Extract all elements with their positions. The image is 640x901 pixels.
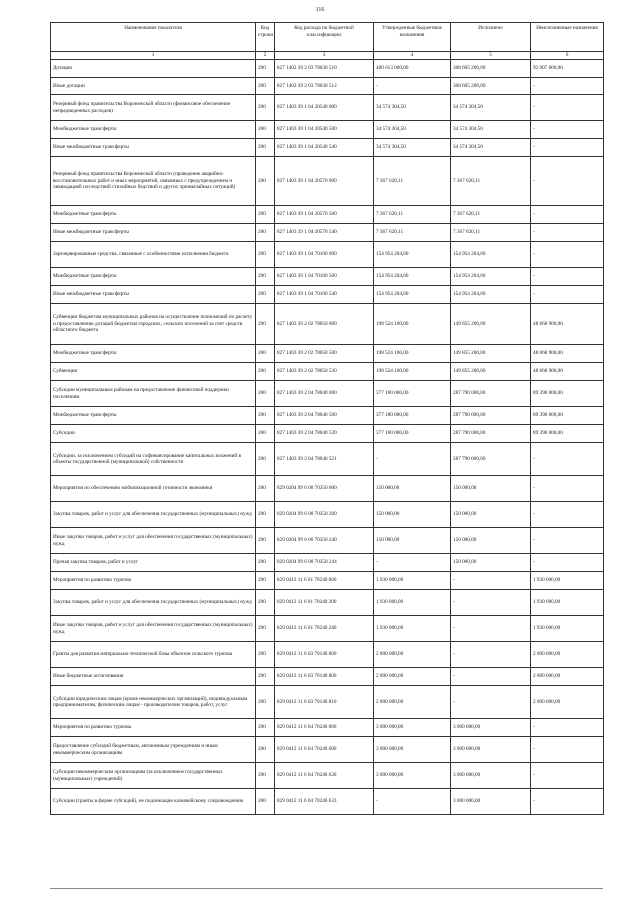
cell-line-code: 200	[256, 719, 275, 737]
cell-executed: -	[451, 642, 531, 668]
cell-executed: 287 790 000,00	[451, 443, 531, 476]
cell-executed: 287 790 000,00	[451, 407, 531, 425]
header-name: Наименование показателя	[51, 23, 256, 52]
cell-approved: 1 930 000,00	[374, 572, 451, 590]
cell-approved: -	[374, 789, 451, 815]
cell-approved: 34 574 304,50	[374, 121, 451, 139]
cell-line-code: 200	[256, 572, 275, 590]
cell-executed: 7 367 620,11	[451, 206, 531, 224]
cell-unexecuted: -	[531, 719, 604, 737]
cell-name: Предоставление субсидий бюджетным, автономным учреждениям и иным некоммерческим организациям	[51, 737, 256, 763]
cell-approved: 150 000,00	[374, 502, 451, 528]
cell-line-code: 200	[256, 642, 275, 668]
cell-name: Субсидии юридическим лицам (кроме некоммерческих организаций), индивидуальным предпринимателям, физическим лицам - производителям товаров, работ, услуг	[51, 686, 256, 719]
cell-unexecuted: 1 930 000,00	[531, 616, 604, 642]
cell-approved: 3 000 000,00	[374, 763, 451, 789]
table-row	[51, 502, 604, 528]
cell-name: Иные дотации	[51, 78, 256, 95]
cell-approved: -	[374, 78, 451, 95]
cell-line-code: 200	[256, 789, 275, 815]
cell-line-code: 200	[256, 121, 275, 139]
cell-executed: 3 000 000,00	[451, 737, 531, 763]
column-number: 6	[531, 52, 604, 60]
table-row	[51, 242, 604, 268]
cell-budget-code: 829 0412 11 6 01 70240 000	[275, 572, 374, 590]
cell-budget-code: 827 1403 39 1 04 20570 540	[275, 224, 374, 242]
cell-budget-code: 827 1403 39 2 04 78040 520	[275, 425, 374, 443]
cell-unexecuted: -	[531, 95, 604, 121]
cell-name: Субсидии (гранты в форме субсидий), не подлежащие казначейскому сопровождению	[51, 789, 256, 815]
table-row	[51, 304, 604, 345]
cell-approved: 154 954 204,60	[374, 242, 451, 268]
cell-executed: -	[451, 590, 531, 616]
table-body	[51, 60, 604, 815]
cell-approved: 1 930 000,00	[374, 616, 451, 642]
cell-executed: -	[451, 616, 531, 642]
column-number: 3	[275, 52, 374, 60]
cell-executed: 150 000,00	[451, 502, 531, 528]
cell-executed: 34 574 304,50	[451, 139, 531, 157]
cell-unexecuted: -	[531, 121, 604, 139]
cell-budget-code: 827 1403 39 1 04 70100 500	[275, 268, 374, 286]
cell-budget-code: 827 1403 39 1 04 70100 540	[275, 286, 374, 304]
cell-executed: 150 000,00	[451, 476, 531, 502]
header-budget-code: Код расхода по бюджетной классификации	[275, 23, 374, 52]
cell-approved: 2 000 000,00	[374, 686, 451, 719]
header-unexecuted: Неисполненные назначения	[531, 23, 604, 52]
cell-budget-code: 827 1403 39 2 04 78040 521	[275, 443, 374, 476]
cell-budget-code: 829 0204 99 6 00 70350 240	[275, 528, 374, 554]
cell-name: Иные межбюджетные трансферты	[51, 224, 256, 242]
cell-name: Межбюджетные трансферты	[51, 407, 256, 425]
cell-budget-code: 829 0204 99 6 00 70350 000	[275, 476, 374, 502]
table-row	[51, 95, 604, 121]
cell-budget-code: 829 0412 11 6 04 70240 600	[275, 737, 374, 763]
cell-unexecuted: 89 390 000,00	[531, 381, 604, 407]
cell-budget-code: 827 1403 39 1 04 20540 000	[275, 95, 374, 121]
cell-executed: 149 855 200,00	[451, 345, 531, 363]
cell-unexecuted: -	[531, 78, 604, 95]
cell-line-code: 200	[256, 224, 275, 242]
cell-approved: 198 524 100,00	[374, 345, 451, 363]
cell-name: Межбюджетные трансферты	[51, 121, 256, 139]
table-row	[51, 789, 604, 815]
cell-name: Мероприятия по развитию туризма	[51, 572, 256, 590]
cell-unexecuted: -	[531, 139, 604, 157]
header-executed: Исполнено	[451, 23, 531, 52]
cell-budget-code: 827 1403 39 1 04 20570 500	[275, 206, 374, 224]
cell-line-code: 200	[256, 345, 275, 363]
cell-budget-code: 829 0412 11 6 04 70240 630	[275, 763, 374, 789]
cell-approved: 198 524 100,00	[374, 363, 451, 381]
header-row	[51, 23, 604, 52]
table-row	[51, 425, 604, 443]
table-row	[51, 528, 604, 554]
cell-executed: 287 790 000,00	[451, 425, 531, 443]
cell-line-code: 200	[256, 78, 275, 95]
cell-approved: 377 180 000,00	[374, 381, 451, 407]
cell-name: Резервный фонд правительства Воронежской области (финансовое обеспечение непредвиденных расходов)	[51, 95, 256, 121]
cell-executed: 149 855 200,00	[451, 304, 531, 345]
cell-line-code: 200	[256, 286, 275, 304]
cell-line-code: 200	[256, 425, 275, 443]
cell-name: Субсидии некоммерческим организациям (за исключением государственных (муниципальных) учреждений)	[51, 763, 256, 789]
cell-approved: -	[374, 443, 451, 476]
cell-unexecuted: 89 390 000,00	[531, 407, 604, 425]
cell-approved: 3 000 000,00	[374, 737, 451, 763]
cell-budget-code: 829 0204 99 6 00 70350 244	[275, 554, 374, 572]
cell-line-code: 200	[256, 737, 275, 763]
cell-executed: 34 574 304,50	[451, 95, 531, 121]
table-row	[51, 78, 604, 95]
table-row	[51, 554, 604, 572]
cell-executed: 154 954 204,60	[451, 242, 531, 268]
column-number: 4	[374, 52, 451, 60]
cell-unexecuted: -	[531, 157, 604, 206]
cell-name: Субсидии	[51, 425, 256, 443]
cell-name: Иные закупки товаров, работ и услуг для обеспечения государственных (муниципальных) нужд	[51, 528, 256, 554]
cell-budget-code: 827 1402 39 2 03 78030 510	[275, 60, 374, 78]
cell-line-code: 200	[256, 381, 275, 407]
cell-unexecuted: -	[531, 476, 604, 502]
cell-unexecuted: 48 668 900,00	[531, 345, 604, 363]
cell-approved: 400 613 000,00	[374, 60, 451, 78]
page-number: 116	[315, 7, 325, 13]
cell-line-code: 200	[256, 763, 275, 789]
cell-approved: 2 000 000,00	[374, 642, 451, 668]
cell-unexecuted: 1 930 000,00	[531, 590, 604, 616]
cell-name: Субсидии, за исключением субсидий на софинансирование капитальных вложений в объекты государственной (муниципальной) собственности	[51, 443, 256, 476]
cell-line-code: 200	[256, 206, 275, 224]
table-row	[51, 363, 604, 381]
cell-name: Закупка товаров, работ и услуг для обеспечения государственных (муниципальных) нужд	[51, 590, 256, 616]
table-row	[51, 719, 604, 737]
bottom-rule	[50, 888, 603, 889]
cell-executed: 308 605 200,00	[451, 78, 531, 95]
cell-name: Прочая закупка товаров, работ и услуг	[51, 554, 256, 572]
cell-line-code: 200	[256, 268, 275, 286]
cell-unexecuted: 92 007 800,00	[531, 60, 604, 78]
cell-line-code: 200	[256, 363, 275, 381]
cell-budget-code: 829 0412 11 6 01 70240 240	[275, 616, 374, 642]
cell-line-code: 200	[256, 686, 275, 719]
cell-executed: 154 954 204,60	[451, 268, 531, 286]
cell-name: Резервный фонд правительства Воронежской области (проведение аварийно-восстановительных работ и иных мероприятий, связанных с предупреждением и ликвидацией последствий стихийных бедствий и других чрезвычайных ситуаций)	[51, 157, 256, 206]
cell-executed: 308 605 200,00	[451, 60, 531, 78]
cell-unexecuted: -	[531, 268, 604, 286]
cell-budget-code: 829 0412 11 6 03 70140 000	[275, 642, 374, 668]
cell-budget-code: 827 1403 39 1 04 20540 500	[275, 121, 374, 139]
cell-unexecuted: -	[531, 789, 604, 815]
cell-name: Субвенции	[51, 363, 256, 381]
cell-executed: 3 000 000,00	[451, 789, 531, 815]
cell-executed: 149 855 200,00	[451, 363, 531, 381]
cell-approved: 2 000 000,00	[374, 668, 451, 686]
cell-line-code: 200	[256, 242, 275, 268]
table-row	[51, 268, 604, 286]
cell-unexecuted: -	[531, 206, 604, 224]
cell-unexecuted: -	[531, 286, 604, 304]
cell-budget-code: 829 0412 11 6 01 70240 200	[275, 590, 374, 616]
cell-approved: 7 367 620,11	[374, 157, 451, 206]
cell-unexecuted: -	[531, 242, 604, 268]
cell-executed: -	[451, 686, 531, 719]
cell-budget-code: 827 1403 39 2 04 78040 500	[275, 407, 374, 425]
column-number: 2	[256, 52, 275, 60]
cell-name: Субсидии муниципальным районам на предоставление финансовой поддержки поселениям	[51, 381, 256, 407]
cell-executed: 7 367 620,11	[451, 224, 531, 242]
cell-unexecuted: 2 000 000,00	[531, 686, 604, 719]
budget-execution-table	[50, 22, 604, 815]
cell-name: Мероприятия по обеспечению мобилизационной готовности экономики	[51, 476, 256, 502]
table-row	[51, 345, 604, 363]
cell-line-code: 200	[256, 476, 275, 502]
cell-executed: 34 574 304,50	[451, 121, 531, 139]
column-number: 5	[451, 52, 531, 60]
table-row	[51, 616, 604, 642]
table-row	[51, 686, 604, 719]
column-number: 1	[51, 52, 256, 60]
column-number-row	[51, 52, 604, 60]
cell-line-code: 200	[256, 668, 275, 686]
cell-executed: 3 000 000,00	[451, 763, 531, 789]
cell-unexecuted: 89 390 000,00	[531, 425, 604, 443]
cell-budget-code: 827 1403 39 1 04 20570 000	[275, 157, 374, 206]
cell-approved: 34 574 304,50	[374, 95, 451, 121]
cell-budget-code: 827 1403 39 2 04 78040 000	[275, 381, 374, 407]
cell-name: Мероприятия по развитию туризма	[51, 719, 256, 737]
table-row	[51, 224, 604, 242]
header-approved: Утвержденные бюджетные назначения	[374, 23, 451, 52]
cell-budget-code: 827 1403 39 2 02 78050 500	[275, 345, 374, 363]
cell-unexecuted: 1 930 000,00	[531, 572, 604, 590]
cell-name: Иные бюджетные ассигнования	[51, 668, 256, 686]
table-row	[51, 590, 604, 616]
cell-budget-code: 827 1402 39 2 03 78030 512	[275, 78, 374, 95]
cell-executed: 7 367 620,11	[451, 157, 531, 206]
cell-approved: 3 000 000,00	[374, 719, 451, 737]
cell-name: Дотации	[51, 60, 256, 78]
table-row	[51, 642, 604, 668]
cell-name: Иные межбюджетные трансферты	[51, 286, 256, 304]
table-row	[51, 737, 604, 763]
cell-approved: -	[374, 554, 451, 572]
table-row	[51, 206, 604, 224]
cell-approved: 154 954 204,60	[374, 286, 451, 304]
cell-line-code: 200	[256, 443, 275, 476]
cell-approved: 7 367 620,11	[374, 224, 451, 242]
cell-line-code: 200	[256, 616, 275, 642]
cell-line-code: 200	[256, 157, 275, 206]
cell-name: Гранты для развития материально-технической базы объектов сельского туризма	[51, 642, 256, 668]
cell-executed: 150 000,00	[451, 528, 531, 554]
cell-unexecuted: -	[531, 502, 604, 528]
cell-budget-code: 829 0412 11 6 03 70140 810	[275, 686, 374, 719]
cell-approved: 7 367 620,11	[374, 206, 451, 224]
table-row	[51, 668, 604, 686]
table-row	[51, 60, 604, 78]
cell-name: Закупка товаров, работ и услуг для обеспечения государственных (муниципальных) нужд	[51, 502, 256, 528]
table-row	[51, 139, 604, 157]
cell-line-code: 200	[256, 528, 275, 554]
cell-approved: 34 574 304,50	[374, 139, 451, 157]
cell-line-code: 200	[256, 139, 275, 157]
cell-approved: 377 180 000,00	[374, 425, 451, 443]
cell-name: Межбюджетные трансферты	[51, 206, 256, 224]
cell-name: Иные межбюджетные трансферты	[51, 139, 256, 157]
table-row	[51, 763, 604, 789]
table-row	[51, 572, 604, 590]
cell-unexecuted: -	[531, 554, 604, 572]
table-row	[51, 407, 604, 425]
cell-unexecuted: 2 000 000,00	[531, 668, 604, 686]
cell-approved: 1 930 000,00	[374, 590, 451, 616]
cell-unexecuted: -	[531, 224, 604, 242]
cell-approved: 377 180 000,00	[374, 407, 451, 425]
cell-name: Иные закупки товаров, работ и услуг для обеспечения государственных (муниципальных) нужд	[51, 616, 256, 642]
cell-approved: 154 954 204,60	[374, 268, 451, 286]
cell-budget-code: 829 0204 99 6 00 70350 200	[275, 502, 374, 528]
cell-name: Межбюджетные трансферты	[51, 345, 256, 363]
cell-budget-code: 829 0412 11 6 04 70240 000	[275, 719, 374, 737]
cell-budget-code: 827 1403 39 2 02 78050 530	[275, 363, 374, 381]
cell-unexecuted: 48 668 900,00	[531, 363, 604, 381]
cell-budget-code: 829 0412 11 6 04 70240 633	[275, 789, 374, 815]
cell-executed: -	[451, 572, 531, 590]
cell-name: Межбюджетные трансферты	[51, 268, 256, 286]
table-row	[51, 286, 604, 304]
cell-approved: 198 524 100,00	[374, 304, 451, 345]
cell-line-code: 200	[256, 304, 275, 345]
table-row	[51, 157, 604, 206]
cell-name: Зарезервированные средства, связанные с особенностями исполнения бюджета	[51, 242, 256, 268]
cell-line-code: 200	[256, 60, 275, 78]
cell-unexecuted: 48 668 900,00	[531, 304, 604, 345]
cell-unexecuted: -	[531, 763, 604, 789]
table-row	[51, 381, 604, 407]
cell-budget-code: 827 1403 39 2 02 78050 000	[275, 304, 374, 345]
cell-budget-code: 827 1403 39 1 04 20540 540	[275, 139, 374, 157]
cell-approved: 150 000,00	[374, 476, 451, 502]
cell-line-code: 200	[256, 502, 275, 528]
cell-line-code: 200	[256, 407, 275, 425]
cell-executed: -	[451, 668, 531, 686]
cell-approved: 150 000,00	[374, 528, 451, 554]
cell-unexecuted: 2 000 000,00	[531, 642, 604, 668]
cell-line-code: 200	[256, 590, 275, 616]
table-row	[51, 121, 604, 139]
cell-budget-code: 829 0412 11 6 03 70140 800	[275, 668, 374, 686]
header-line-code: Код строки	[256, 23, 275, 52]
cell-unexecuted: -	[531, 443, 604, 476]
table-row	[51, 476, 604, 502]
cell-name: Субвенции бюджетам муниципальных районов на осуществление полномочий по расчету и предоставлению дотаций бюджетам городских, сельских поселений за счет средств областного бюджета	[51, 304, 256, 345]
cell-budget-code: 827 1403 39 1 04 70100 000	[275, 242, 374, 268]
cell-unexecuted: -	[531, 528, 604, 554]
cell-executed: 154 954 204,60	[451, 286, 531, 304]
cell-line-code: 200	[256, 554, 275, 572]
cell-unexecuted: -	[531, 737, 604, 763]
cell-line-code: 200	[256, 95, 275, 121]
cell-executed: 150 000,00	[451, 554, 531, 572]
table-row	[51, 443, 604, 476]
cell-executed: 287 790 000,00	[451, 381, 531, 407]
cell-executed: 3 000 000,00	[451, 719, 531, 737]
